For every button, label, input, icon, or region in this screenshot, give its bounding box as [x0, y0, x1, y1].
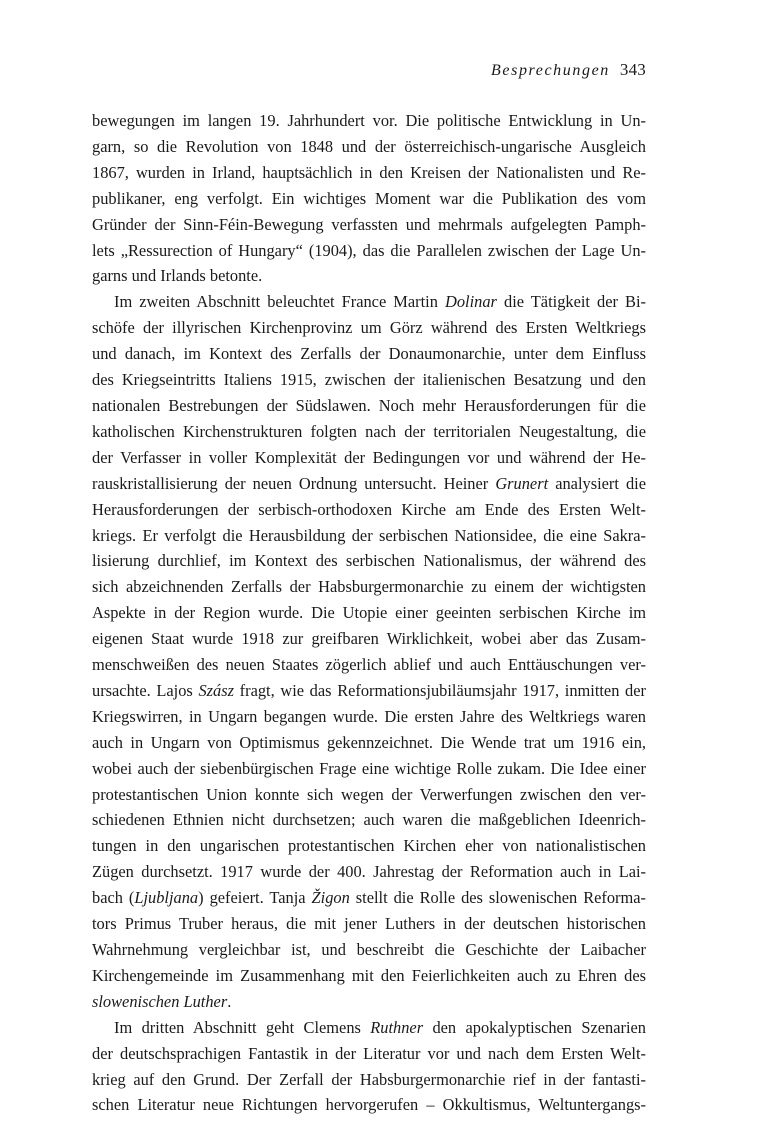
text-line [92, 885, 646, 911]
text-line [92, 678, 646, 704]
text-line: Kirchengemeinde im Zusammenhang mit den Feierlichkeiten auch zu Ehren des [92, 965, 646, 985]
author-name: Ruthner [370, 1017, 424, 1037]
author-name: Szász [198, 680, 234, 700]
text-line: 1867, wurden in Irland, hauptsächlich in den Kreisen der Nationalisten und Re- [92, 162, 646, 182]
text-line: Zügen durchsetzt. 1917 wurde der 400. Jahrestag der Reformation auch in Lai- [92, 862, 646, 882]
text-line: der deutschsprachigen Fantastik in der Literatur vor und nach dem Ersten Welt- [92, 1043, 646, 1063]
text-run: die Tätigkeit der Bi- [496, 292, 646, 312]
text-run: den apokalyptischen Szenarien [423, 1017, 646, 1037]
text-line: schöfe der illyrischen Kirchenprovinz um Görz während des Ersten Weltkriegs [92, 318, 646, 338]
author-name: Žigon [311, 888, 350, 908]
emphasized-term: slowenischen Luther [92, 991, 228, 1011]
text-line: bewegungen im langen 19. Jahrhundert vor. Die politische Entwicklung in Un- [92, 111, 646, 130]
text-line: Herausforderungen der serbisch-orthodoxen Kirche am Ende des Ersten Welt- [92, 499, 646, 519]
text-line [92, 989, 646, 1015]
text-run: . [227, 991, 232, 1011]
text-line: kriegs. Er verfolgt die Herausbildung der serbischen Nationsidee, die eine Sakra- [92, 525, 646, 545]
text-line: sich abzeichnenden Zerfalls der Habsburgermonarchie zu einem der wichtigsten [92, 577, 646, 597]
text-run: ursachte. Lajos [92, 680, 199, 700]
text-run: ) gefeiert. Tanja [198, 888, 312, 908]
text-line: menschweißen des neuen Staates zögerlich ablief und auch Enttäuschungen ver- [92, 655, 646, 675]
text-line: protestantischen Union konnte sich wegen der Verwerfungen zwischen den ver- [92, 784, 646, 804]
text-line: lets „Ressurection of Hungary“ (1904), das die Parallelen zwischen der Lage Un- [92, 240, 646, 260]
text-line: eigenen Staat wurde 1918 zur greifbaren Wirklichkeit, wobei aber das Zusam- [92, 629, 646, 649]
text-line [92, 1015, 646, 1041]
place-name: Ljubljana [134, 888, 199, 908]
paragraph-3 [92, 1015, 646, 1119]
text-line: nationalen Bestrebungen der Südslawen. Noch mehr Herausforderungen für die [92, 395, 646, 415]
author-name: Grunert [495, 473, 549, 493]
text-line: Wahrnehmung vergleichbar ist, und beschreibt die Geschichte der Laibacher [92, 940, 646, 959]
text-line: der Verfasser in voller Komplexität der Bedingungen vor und während der He- [92, 447, 646, 467]
paragraph-2 [92, 289, 646, 1014]
text-line: und danach, im Kontext des Zerfalls der Donaumonarchie, unter dem Einfluss [92, 344, 646, 364]
text-run: rauskristallisierung der neuen Ordnung untersucht. Heiner [92, 473, 496, 493]
text-line [92, 289, 646, 315]
page-number: 343 [619, 60, 646, 79]
text-run: fragt, wie das Reformationsjubiläumsjahr 1917, inmitten der [233, 680, 646, 700]
text-run: Im dritten Abschnitt geht Clemens [114, 1017, 371, 1037]
text-line: publikaner, eng verfolgt. Ein wichtiges Moment war die Publikation des vom [92, 188, 646, 208]
text-line: Aspekte in der Region wurde. Die Utopie einer geeinten serbischen Kirche im [92, 603, 646, 623]
running-title: Besprechungen [491, 62, 610, 79]
author-name: Dolinar [445, 292, 497, 312]
text-line: wobei auch der siebenbürgischen Frage eine wichtige Rolle zukam. Die Idee einer [92, 758, 646, 778]
text-line: Gründer der Sinn-Féin-Bewegung verfassten und mehrmals aufgelegten Pamph- [92, 214, 646, 234]
text-line: garn, so die Revolution von 1848 und der österreichisch-ungarische Ausgleich [92, 136, 646, 156]
text-line: krieg auf den Grund. Der Zerfall der Habsburgermonarchie rief in der fantasti- [92, 1069, 646, 1089]
text-line: Kriegswirren, in Ungarn begangen wurde. Die ersten Jahre des Weltkriegs waren [92, 706, 646, 726]
text-line: lisierung durchlief, im Kontext des serbischen Nationalismus, der während des [92, 551, 646, 571]
text-line: schiedenen Ethnien nicht durchsetzen; auch waren die maßgeblichen Ideenrich- [92, 810, 646, 830]
text-line: katholischen Kirchenstrukturen folgten nach der territorialen Neugestaltung, die [92, 421, 646, 441]
text-run: bach ( [92, 888, 135, 908]
text-line [92, 471, 646, 497]
text-run: Im zweiten Abschnitt beleuchtet France Martin [114, 292, 445, 312]
text-line: garns und Irlands betonte. [92, 266, 263, 286]
text-line: tungen in den ungarischen protestantischen Kirchen eher von nationalistischen [92, 836, 646, 856]
text-line: des Kriegseintritts Italiens 1915, zwischen der italienischen Besatzung und den [92, 370, 646, 390]
page-header [92, 59, 646, 82]
text-run: analysiert die [548, 473, 646, 493]
paragraph-1 [92, 108, 646, 289]
text-line: schen Literatur neue Richtungen hervorgerufen – Okkultismus, Weltuntergangs- [92, 1095, 646, 1115]
text-line: tors Primus Truber heraus, die mit jener Luthers in der deutschen historischen [92, 914, 646, 934]
text-line: auch in Ungarn von Optimismus gekennzeichnet. Die Wende trat um 1916 ein, [92, 732, 646, 752]
body-text [92, 108, 646, 1118]
text-run: stellt die Rolle des slowenischen Reforma- [349, 888, 646, 908]
